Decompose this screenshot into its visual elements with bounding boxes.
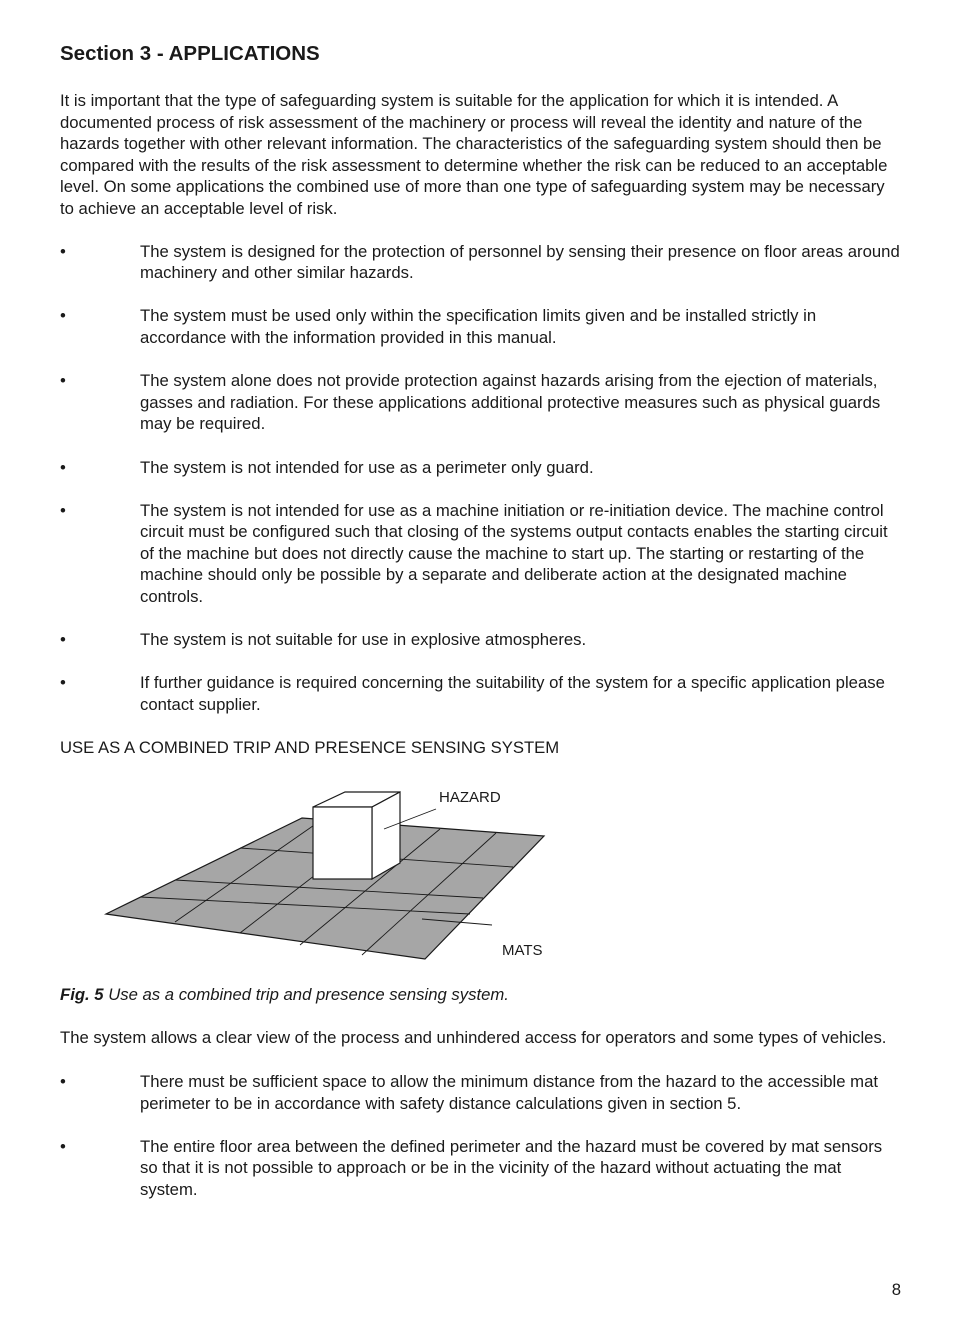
section-title: Section 3 - APPLICATIONS xyxy=(60,42,320,65)
list-item: • The entire floor area between the defined perimeter and the hazard must be covered by mat sensors so that it is not possible to approach or be in the vicinity of the hazard without actuating the mat system. xyxy=(60,1136,900,1201)
list-item: • There must be sufficient space to allow the minimum distance from the hazard to the accessible mat perimeter to be in accordance with safety distance calculations given in section 5. xyxy=(60,1071,900,1114)
body-paragraph: The system allows a clear view of the process and unhindered access for operators and some types of vehicles. xyxy=(60,1028,887,1048)
mats-label: MATS xyxy=(502,941,543,959)
list-item: • The system is not suitable for use in explosive atmospheres. xyxy=(60,629,900,651)
figure-caption xyxy=(60,984,900,1006)
page-content xyxy=(60,40,900,1200)
hazard-label: HAZARD xyxy=(439,788,501,806)
intro-paragraph: It is important that the type of safeguarding system is suitable for the application for which it is intended. A documented process of risk assessment of the machinery or process will reveal the identity and nature of the hazards together with other relevant information. The characteristics of the safeguarding system should then be compared with the results of the risk assessment to determine whether the risk can be reduced to an acceptable level. On some applications the combined use of more than one type of safeguarding system may be necessary to achieve an acceptable level of risk. xyxy=(60,91,888,218)
list-item: • The system must be used only within the specification limits given and be installed strictly in accordance with the information provided in this manual. xyxy=(60,305,900,348)
list-item: • The system is designed for the protection of personnel by sensing their presence on floor areas around machinery and other similar hazards. xyxy=(60,241,900,284)
list-item: • If further guidance is required concerning the suitability of the system for a specific application please contact supplier. xyxy=(60,672,900,715)
page-number: 8 xyxy=(891,1280,901,1299)
list-item: • The system alone does not provide protection against hazards arising from the ejection of materials, gasses and radiation. For these applications additional protective measures such as physical guards may be required. xyxy=(60,370,900,435)
requirements-list xyxy=(60,241,900,716)
list-item: • The system is not intended for use as a perimeter only guard. xyxy=(60,457,900,479)
installation-list xyxy=(60,1071,900,1201)
figure-number: Fig. 5 xyxy=(60,984,104,1004)
figure-5 xyxy=(60,763,900,981)
list-item: • The system is not intended for use as a machine initiation or re-initiation device. The machine control circuit must be configured such that closing of the systems output contacts enables the starting circuit of the machine but does not directly cause the machine to start up. The starting or restarting of the machine should only be possible by a separate and deliberate action at the designated machine controls. xyxy=(60,500,900,608)
figure-subheading: USE AS A COMBINED TRIP AND PRESENCE SENSING SYSTEM xyxy=(60,738,560,758)
hazard-box-side xyxy=(372,792,400,879)
hazard-box-front xyxy=(313,807,372,879)
figure-caption-text: Use as a combined trip and presence sensing system. xyxy=(103,984,509,1004)
